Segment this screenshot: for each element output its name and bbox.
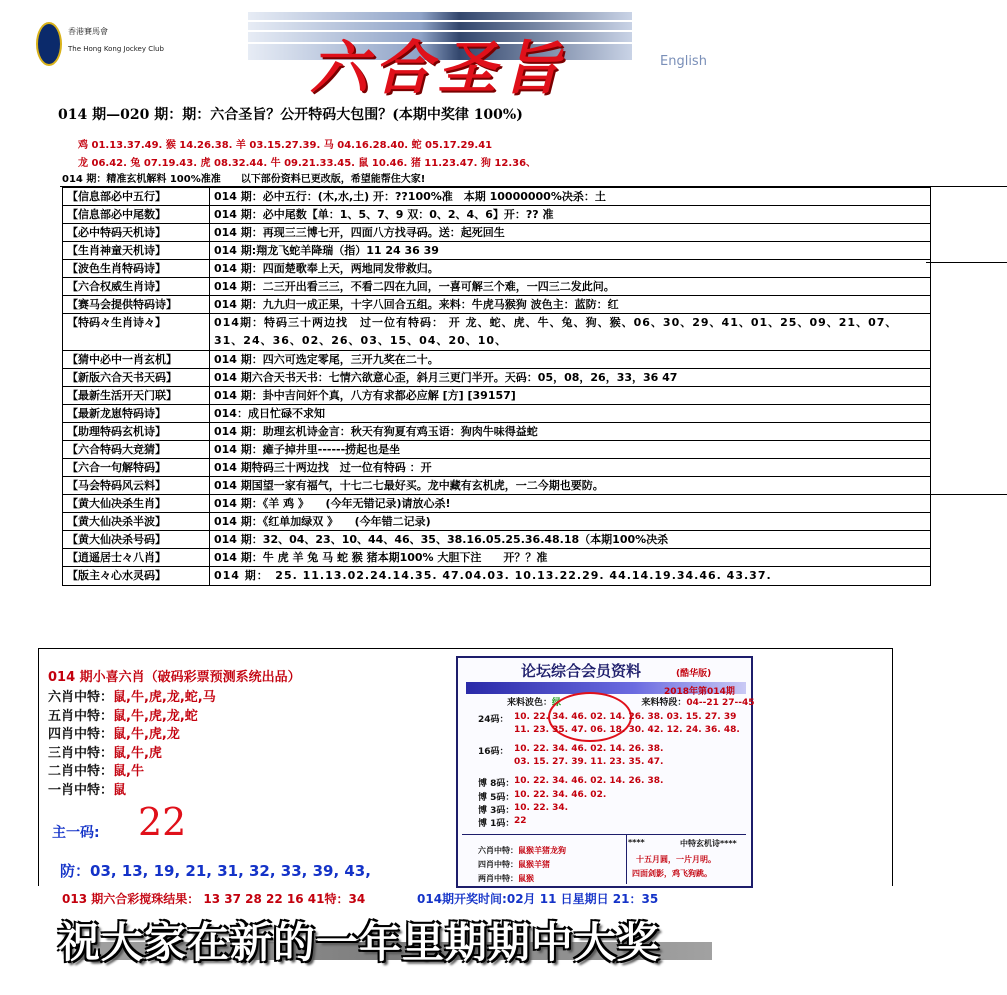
- row-label: 【黄大仙决杀号码】: [63, 531, 210, 549]
- row-value: 014 期：四六可选定零尾，三开九奖在二十。: [210, 351, 931, 369]
- pick-value: 鼠,牛: [113, 764, 144, 779]
- forum-wave-row: [507, 695, 755, 708]
- forum-four-value: 鼠猴羊猪: [518, 860, 550, 869]
- pick-value: 鼠,牛,虎: [113, 745, 162, 761]
- table-row: [63, 278, 931, 296]
- group-label: 16码：: [478, 747, 509, 757]
- row-value: 014 期国望一家有福气，十七二七最好买。龙中藏有玄机虎，一二今期也要防。: [210, 477, 931, 495]
- group-label: 博 8码：: [478, 779, 515, 789]
- divider: [626, 834, 627, 884]
- forum-poem-line-1: 十五月圆，一片月明。: [636, 855, 716, 864]
- zodiac-pick-row: [48, 742, 162, 761]
- six-zodiac-title: 014 期小喜六肖（破码彩票预测系统出品）: [48, 670, 301, 685]
- wave-value: 绿: [552, 698, 562, 708]
- row-value: 014 期：助理玄机诗金言：秋天有狗夏有鸡玉语：狗肉牛味得益蛇: [210, 423, 931, 441]
- pick-label: 二肖中特：: [48, 764, 114, 779]
- guard-label: 防：: [60, 862, 91, 880]
- table-row: [63, 188, 931, 206]
- row-value: 014 期六合天书天书：七情六欲意心歪，斜月三更门半开。天码：05，08，26，33，36 47: [210, 369, 931, 387]
- row-value: 014 期：必中五行：(木,水,土) 开：??100%准 本期 10000000%决杀：土: [210, 188, 931, 206]
- wave-label: 来料波色：: [507, 698, 553, 708]
- forum-poem-line-2: 四面剑影，鸡飞狗跳。: [632, 869, 712, 878]
- table-row: [63, 495, 931, 513]
- table-row: [63, 549, 931, 567]
- special-value: 04--21 27--45: [686, 698, 755, 708]
- forum-two-row: [478, 866, 534, 885]
- logo-name-english: The Hong Kong Jockey Club: [68, 45, 164, 53]
- main-code-label: 主一码:: [52, 825, 100, 841]
- group-numbers: 10. 22. 34. 46. 02.: [514, 790, 607, 800]
- table-row: [63, 531, 931, 549]
- group-numbers: 11. 23. 35. 47. 06. 18. 30. 42. 12. 24. 36. 48.: [514, 725, 740, 735]
- forum-six-value: 鼠猴羊猪龙狗: [518, 846, 566, 855]
- row-label: 【六合特码大竞猜】: [63, 441, 210, 459]
- pick-label: 三肖中特：: [48, 745, 114, 761]
- prediction-table: [62, 187, 931, 586]
- row-label: 【逍遥居士々八肖】: [63, 549, 210, 567]
- row-label: 【新版六合天书天码】: [63, 369, 210, 387]
- row-label: 【黄大仙决杀生肖】: [63, 495, 210, 513]
- row-label: 【赛马会提供特码诗】: [63, 296, 210, 314]
- group-numbers: 10. 22. 34. 46. 02. 14. 26. 38.: [514, 744, 664, 754]
- row-label: 【生肖神童天机诗】: [63, 242, 210, 260]
- row-value: 014 期：《红单加绿双 》 (今年错二记录): [210, 513, 931, 531]
- row-value: 014 期：瘫子掉井里------捞起也是坐: [210, 441, 931, 459]
- table-row: [63, 567, 931, 586]
- row-value: 014 期：必中尾数【单：1、5、7、9 双：0、2、4、6】开：?? 准: [210, 206, 931, 224]
- table-row: [63, 314, 931, 351]
- pick-label: 一肖中特：: [48, 782, 114, 798]
- row-value: 014 期：牛 虎 羊 兔 马 蛇 猴 猪本期100% 大胆下注 开？？准: [210, 549, 931, 567]
- zodiac-pick-row: [48, 760, 144, 779]
- forum-title: 论坛综合会员资料: [521, 662, 642, 680]
- special-label: 来料特段：: [641, 698, 687, 708]
- table-row: [63, 296, 931, 314]
- row-label: 【版主々心水灵码】: [63, 567, 210, 586]
- zodiac-pick-row: [48, 723, 180, 742]
- row-value: 014 期：四面楚歌奉上天，两地同发带救归。: [210, 260, 931, 278]
- row-value: 014 期：二三开出看三三，不看二四在九回，一喜可解三个难，一四三二发此问。: [210, 278, 931, 296]
- row-label: 【必中特码天机诗】: [63, 224, 210, 242]
- zodiac-numbers-line-1: 鸡 01.13.37.49. 猴 14.26.38. 羊 03.15.27.39. 马 04.16.28.40. 蛇 05.17.29.41: [78, 140, 493, 151]
- forum-two-label: 两肖中特：: [478, 874, 518, 883]
- table-row: [63, 260, 931, 278]
- forum-four-label: 四肖中特：: [478, 860, 518, 869]
- row-label: 【黄大仙决杀半波】: [63, 513, 210, 531]
- table-row: [63, 369, 931, 387]
- group-numbers: 10. 22. 34.: [514, 803, 569, 813]
- forum-two-value: 鼠猴: [518, 874, 534, 883]
- divider: [926, 262, 1007, 263]
- row-label: 【波色生肖特码诗】: [63, 260, 210, 278]
- row-label: 【信息部必中五行】: [63, 188, 210, 206]
- pick-value: 鼠,牛,虎,龙,蛇: [113, 708, 198, 724]
- zodiac-pick-row: [48, 686, 216, 705]
- row-value: 014 期： 25. 11.13.02.24.14.35. 47.04.03. 10.13.22.29. 44.14.19.34.46. 43.37.: [210, 567, 931, 586]
- table-row: [63, 387, 931, 405]
- draw-results: 013 期六合彩搅珠结果： 13 37 28 22 16 41特：34: [62, 892, 366, 906]
- table-row: [63, 405, 931, 423]
- table-row: [63, 423, 931, 441]
- forum-poem-title: 中特玄机诗****: [680, 839, 737, 848]
- group-label: 博 5码：: [478, 793, 515, 803]
- logo-name-chinese: 香港賽馬會: [68, 27, 108, 36]
- group-label: 24码：: [478, 715, 509, 725]
- english-link[interactable]: English: [660, 54, 707, 69]
- group-label: 博 1码：: [478, 819, 515, 829]
- row-value: 014期：特码三十两边找 过一位有特码： 开 龙、蛇、虎、牛、兔、狗、猴、06、30、29、41、01、25、09、21、07、31、24、36、02、26、03、15、04、20、10、: [210, 314, 931, 351]
- forum-six-label: 六肖中特：: [478, 846, 518, 855]
- pick-value: 鼠: [113, 782, 127, 798]
- zodiac-pick-row: [48, 705, 198, 724]
- table-row: [63, 441, 931, 459]
- forum-subtitle: (酷华版): [676, 669, 712, 679]
- row-label: 【六合一句解特码】: [63, 459, 210, 477]
- group-numbers: 10. 22. 34. 46. 02. 14. 26. 38.: [514, 776, 664, 786]
- row-value: 014 期：再现三三博七开，四面八方找寻码。送：起死回生: [210, 224, 931, 242]
- group-label: 博 3码：: [478, 806, 515, 816]
- table-row: [63, 351, 931, 369]
- row-value: 014 期：《羊 鸡 》 (今年无错记录)请放心杀!: [210, 495, 931, 513]
- zodiac-pick-row: [48, 779, 126, 798]
- forum-stars: ****: [628, 838, 645, 847]
- notice-line: 014 期：精准玄机解料 100%准准 以下部份资料已更改版，希望能帮住大家!: [62, 174, 426, 185]
- pick-label: 五肖中特：: [48, 708, 114, 724]
- zodiac-numbers-line-2: 龙 06.42. 兔 07.19.43. 虎 08.32.44. 牛 09.21.33.45. 鼠 10.46. 猪 11.23.47. 狗 12.36、: [78, 158, 537, 169]
- group-numbers: 03. 15. 27. 39. 11. 23. 35. 47.: [514, 757, 664, 767]
- row-value: 014 期：九九归一成正果，十字八回合五组。来料：牛虎马猴狗 波色主：蓝防：红: [210, 296, 931, 314]
- row-label: 【猜中必中一肖玄机】: [63, 351, 210, 369]
- row-label: 【信息部必中尾数】: [63, 206, 210, 224]
- row-value: 014：成日忙碌不求知: [210, 405, 931, 423]
- row-label: 【最新龙崽特码诗】: [63, 405, 210, 423]
- table-row: [63, 459, 931, 477]
- row-value: 014 期特码三十两边找 过一位有特码 ：开: [210, 459, 931, 477]
- row-label: 【最新生活开天门联】: [63, 387, 210, 405]
- row-value: 014 期：卦中吉问奸个真，八方有求都必应解 [方] [39157]: [210, 387, 931, 405]
- row-label: 【马会特码风云料】: [63, 477, 210, 495]
- group-numbers: 22: [514, 816, 527, 826]
- table-row: [63, 224, 931, 242]
- pick-value: 鼠,牛,虎,龙,蛇,马: [113, 690, 216, 705]
- open-time: 014期开奖时间:02月 11 日星期日 21：35: [417, 892, 659, 906]
- page-title: 六合圣旨: [310, 34, 567, 102]
- guard-numbers: [60, 860, 371, 881]
- headline: 014 期—020 期：期：六合圣旨？公开特码大包围？(本期中奖律 100%): [58, 107, 523, 123]
- forum-period: 2018年第014期: [664, 687, 735, 697]
- row-label: 【六合权威生肖诗】: [63, 278, 210, 296]
- row-value: 014 期：32、04、23、10、44、46、35、38.16.05.25.36.48.18（本期100%决杀: [210, 531, 931, 549]
- guard-value: 03, 13, 19, 21, 31, 32, 33, 39, 43,: [90, 862, 371, 880]
- group-numbers: 10. 22. 34. 46. 02. 14. 26. 38. 03. 15. 27. 39: [514, 712, 737, 722]
- main-code-value: 22: [138, 800, 187, 844]
- row-label: 【特码々生肖诗々】: [63, 314, 210, 351]
- row-label: 【助理特码玄机诗】: [63, 423, 210, 441]
- table-row: [63, 242, 931, 260]
- pick-label: 四肖中特：: [48, 727, 114, 742]
- table-row: [63, 513, 931, 531]
- blessing-banner: 祝大家在新的一年里期期中大奖: [58, 918, 661, 967]
- table-row: [63, 477, 931, 495]
- jockey-club-logo: [36, 22, 62, 66]
- pick-value: 鼠,牛,虎,龙: [113, 727, 180, 742]
- table-row: [63, 206, 931, 224]
- row-value: 014 期:翔龙飞蛇羊降瑞（指）11 24 36 39: [210, 242, 931, 260]
- pick-label: 六肖中特：: [48, 690, 114, 705]
